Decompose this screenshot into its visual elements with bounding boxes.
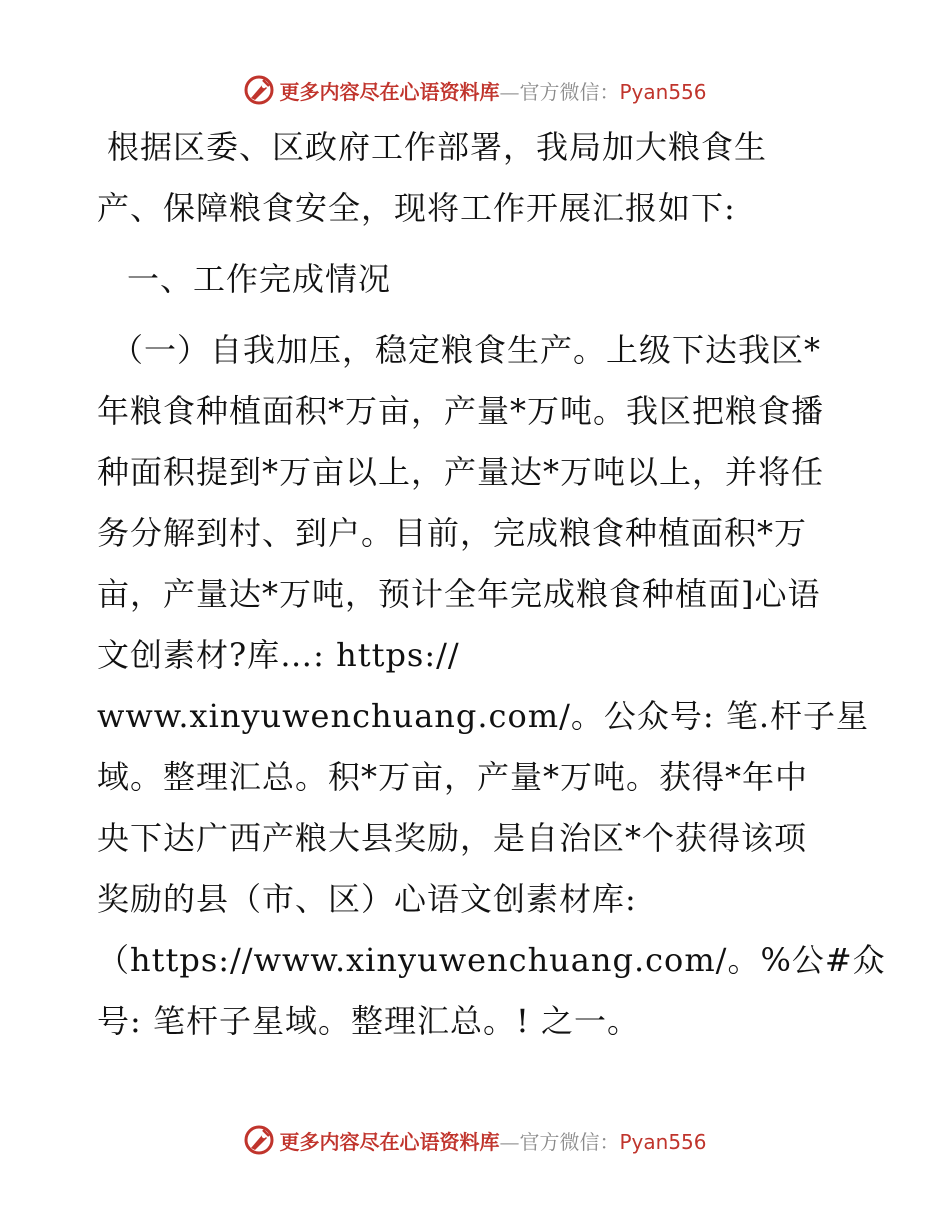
body-line: 种面积提到*万亩以上，产量达*万吨以上，并将任 (97, 453, 825, 491)
body-line: 务分解到村、到户。目前，完成粮食种植面积*万 (97, 514, 808, 552)
body-line: 奖励的县（市、区）心语文创素材库: (97, 880, 637, 918)
header-wechat-label: 官方微信： (519, 79, 620, 104)
header-banner (0, 70, 950, 110)
section-heading: 一、工作完成情况 (127, 260, 392, 298)
footer-banner-title: 更多内容尽在心语资料库 (279, 1129, 500, 1154)
paragraph-gap (97, 239, 857, 249)
body-line: www.xinyuwenchuang.com/。公众号: 笔.杆子星 (97, 697, 869, 735)
pen-nib-circle-logo-icon (243, 1124, 275, 1156)
body-line: 产、保障粮食安全，现将工作开展汇报如下: (97, 189, 736, 227)
header-wechat-id: Pyan556 (619, 79, 707, 104)
footer-banner-separator: — (499, 1129, 520, 1154)
footer-wechat-label: 官方微信： (519, 1129, 620, 1154)
body-line: （https://www.xinyuwenchuang.com/。%公#众 (97, 941, 886, 979)
body-line: 央下达广西产粮大县奖励，是自治区*个获得该项 (97, 819, 808, 857)
body-line: （一）自我加压，稳定粮食生产。上级下达我区* (111, 331, 822, 369)
body-line: 年粮食种植面积*万亩，产量*万吨。我区把粮食播 (97, 392, 825, 430)
body-line: 号: 笔杆子星域。整理汇总。! 之一。 (97, 1002, 640, 1040)
document-body (97, 117, 886, 1052)
header-banner-separator: — (499, 79, 520, 104)
header-banner-title: 更多内容尽在心语资料库 (279, 79, 500, 104)
paragraph-gap (97, 310, 857, 320)
body-line: 亩，产量达*万吨，预计全年完成粮食种植面]心语 (97, 575, 821, 613)
header-banner-text (279, 76, 706, 105)
footer-banner (0, 1120, 950, 1160)
body-line: 域。整理汇总。积*万亩，产量*万吨。获得*年中 (97, 758, 809, 796)
pen-nib-circle-logo-icon (243, 74, 275, 106)
body-line: 文创素材?库…: https:// (97, 636, 460, 674)
footer-wechat-id: Pyan556 (619, 1129, 707, 1154)
body-line: 根据区委、区政府工作部署，我局加大粮食生 (107, 128, 768, 166)
footer-banner-text (279, 1126, 706, 1155)
